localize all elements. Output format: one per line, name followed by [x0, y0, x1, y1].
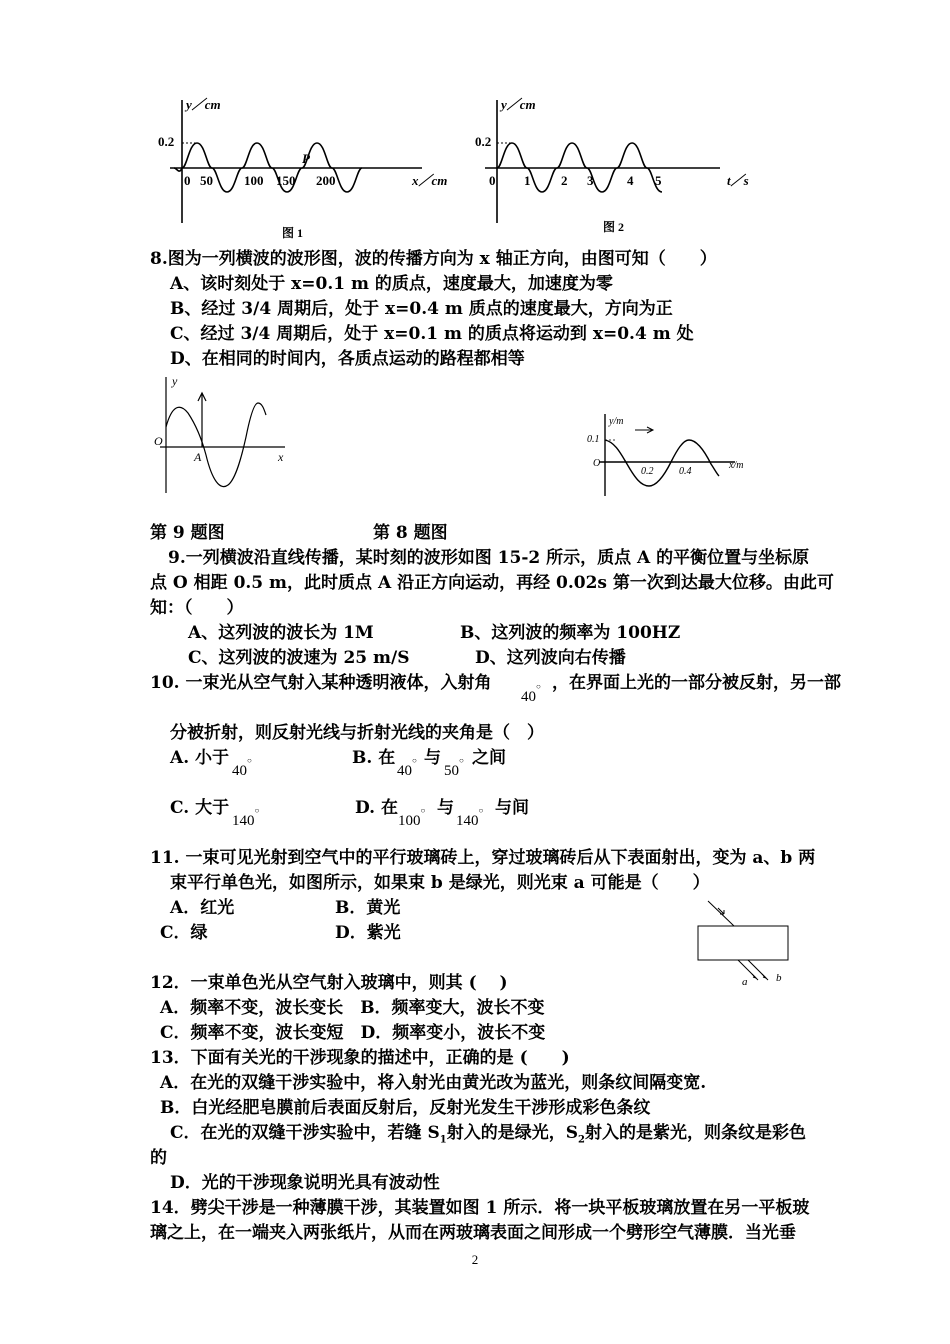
fig2-ttick-3: 3 — [587, 173, 594, 188]
fig2-origin: 0 — [489, 173, 496, 188]
q10-option-d-angle1: 100○ — [398, 806, 426, 829]
q11-option-d: D．紫光 — [335, 923, 401, 943]
q10-option-d-end: 与间 — [495, 798, 529, 818]
q13-option-a: A．在光的双缝干涉实验中，将入射光由黄光改为蓝光，则条纹间隔变宽. — [160, 1073, 707, 1093]
q10-option-d-and: 与 — [437, 798, 454, 818]
q10-angle-40: 40○ — [521, 682, 541, 705]
fig2-ttick-1: 1 — [524, 173, 531, 188]
q14-line1: 14．劈尖干涉是一种薄膜干涉，其装置如图 1 所示．将一块平板玻璃放置在另一平板玻 — [150, 1198, 810, 1218]
fig1-ytick: 0.2 — [158, 134, 175, 149]
q9-line3: 知：（ ） — [150, 598, 244, 618]
figure-q9-wave — [150, 375, 295, 500]
fig1-caption: 图 1 — [282, 226, 304, 240]
fig2-ttick-5: 5 — [655, 173, 662, 188]
q10-option-b: B. 在 — [352, 748, 396, 768]
q12-stem: 12．一束单色光从空气射入玻璃中，则其 ( ) — [150, 973, 508, 993]
q13-option-d: D．光的干涉现象说明光具有波动性 — [170, 1173, 440, 1193]
q12-options-cd: C．频率不变，波长变短 D．频率变小，波长不变 — [160, 1023, 546, 1043]
fig2-ttick-2: 2 — [561, 173, 568, 188]
fig11-label-b: b — [776, 972, 782, 984]
q9-line1: 9.一列横波沿直线传播，某时刻的波形如图 15-2 所示，质点 A 的平衡位置与坐标原 — [168, 548, 810, 568]
figure-q11-glass-slab — [690, 895, 800, 990]
fig1-point-p: P — [302, 151, 310, 166]
fig9-origin: O — [154, 434, 163, 448]
q10-option-b-angle2: 50○ — [444, 756, 464, 779]
q10-option-a: A. 小于 — [170, 748, 230, 768]
q10-option-c-angle: 140○ — [232, 806, 260, 829]
q13-stem: 13．下面有关光的干涉现象的描述中，正确的是 ( ) — [150, 1048, 570, 1068]
q10-stem-line2: 分被折射，则反射光线与折射光线的夹角是（ ） — [170, 723, 544, 743]
caption-q8-figure: 第 8 题图 — [373, 523, 448, 543]
q9-option-a: A、这列波的波长为 1M — [188, 623, 374, 643]
q10-stem-part2: ，在界面上光的一部分被反射，另一部 — [552, 673, 841, 693]
fig2-tlabel: t／s — [727, 173, 749, 188]
q11-option-c: C．绿 — [160, 923, 208, 943]
fig9-ylabel: y — [172, 374, 178, 388]
q11-option-a: A．红光 — [170, 898, 235, 918]
q10-option-c: C. 大于 — [170, 798, 230, 818]
caption-q9-figure: 第 9 题图 — [150, 523, 225, 543]
fig8-xlabel: x/m — [729, 460, 744, 471]
fig1-xtick-200: 200 — [316, 173, 336, 188]
fig8-xtick-0-4: 0.4 — [679, 466, 692, 477]
page-number: 2 — [471, 1252, 479, 1267]
q8-option-c: C、经过 3/4 周期后，处于 x=0.1 m 的质点将运动到 x=0.4 m 处 — [170, 324, 694, 344]
q10-option-b-angle1: 40○ — [397, 756, 417, 779]
q10-option-d-angle2: 140○ — [456, 806, 484, 829]
fig11-label-a: a — [742, 976, 748, 988]
fig2-ytick: 0.2 — [475, 134, 492, 149]
q11-option-b: B．黄光 — [335, 898, 401, 918]
q10-option-b-and: 与 — [424, 748, 441, 768]
q8-option-a: A、该时刻处于 x=0.1 m 的质点，速度最大，加速度为零 — [170, 274, 613, 294]
q11-line1: 11. 一束可见光射到空气中的平行玻璃砖上，穿过玻璃砖后从下表面射出，变为 a、b 两 — [150, 848, 816, 868]
q14-line2: 璃之上，在一端夹入两张纸片，从而在两玻璃表面之间形成一个劈形空气薄膜．当光垂 — [150, 1223, 796, 1243]
q10-stem-part1: 10. 一束光从空气射入某种透明液体，入射角 — [150, 673, 492, 693]
q9-option-d: D、这列波向右传播 — [475, 648, 626, 668]
fig2-ttick-4: 4 — [627, 173, 634, 188]
fig1-xtick-50: 50 — [200, 173, 213, 188]
q13-option-b: B．白光经肥皂膜前后表面反射后，反射光发生干涉形成彩色条纹 — [160, 1098, 651, 1118]
q13-option-c: C．在光的双缝干涉实验中，若缝 $S_1$射入的是绿光，$S_2$射入的是紫光，则条纹是彩色 — [170, 1123, 806, 1146]
fig9-point-a: A — [194, 450, 202, 464]
figure-1-wave-graph — [150, 95, 470, 240]
q11-line2: 束平行单色光，如图所示，如果束 b 是绿光，则光束 a 可能是（ ） — [170, 873, 710, 893]
fig1-xlabel: x／cm — [412, 173, 448, 188]
q8-option-d: D、在相同的时间内，各质点运动的路程都相等 — [170, 349, 525, 369]
q9-line2: 点 O 相距 0.5 m，此时质点 A 沿正方向运动，再经 0.02s 第一次到达最大位移。由此可 — [150, 573, 834, 593]
q10-option-d: D. 在 — [355, 798, 398, 818]
q8-stem: 8.图为一列横波的波形图，波的传播方向为 x 轴正方向，由图可知（ ） — [150, 249, 717, 269]
fig8-ytick: 0.1 — [587, 434, 600, 445]
fig8-origin: O — [593, 458, 601, 469]
q10-option-b-between: 之间 — [472, 748, 506, 768]
fig9-xlabel: x — [278, 450, 284, 464]
fig2-ylabel: y／cm — [501, 97, 536, 112]
q9-option-b: B、这列波的频率为 100HZ — [460, 623, 681, 643]
fig1-ylabel: y／cm — [186, 97, 221, 112]
fig1-origin: 0 — [184, 173, 191, 188]
q13-option-c-continued: 的 — [150, 1148, 167, 1168]
fig8-xtick-0-2: 0.2 — [641, 466, 654, 477]
fig1-xtick-100: 100 — [244, 173, 264, 188]
q12-options-ab: A．频率不变，波长变长 B．频率变大，波长不变 — [160, 998, 545, 1018]
fig8-ylabel: y/m — [609, 416, 624, 427]
fig1-xtick-150: 150 — [276, 173, 296, 188]
q9-option-c: C、这列波的波速为 25 m/S — [188, 648, 410, 668]
figure-q8-wave — [585, 412, 765, 502]
q10-option-a-angle: 40○ — [232, 756, 252, 779]
figure-2-vibration-graph — [475, 95, 775, 240]
q8-option-b: B、经过 3/4 周期后，处于 x=0.4 m 质点的速度最大，方向为正 — [170, 299, 673, 319]
fig2-caption: 图 2 — [603, 220, 625, 234]
